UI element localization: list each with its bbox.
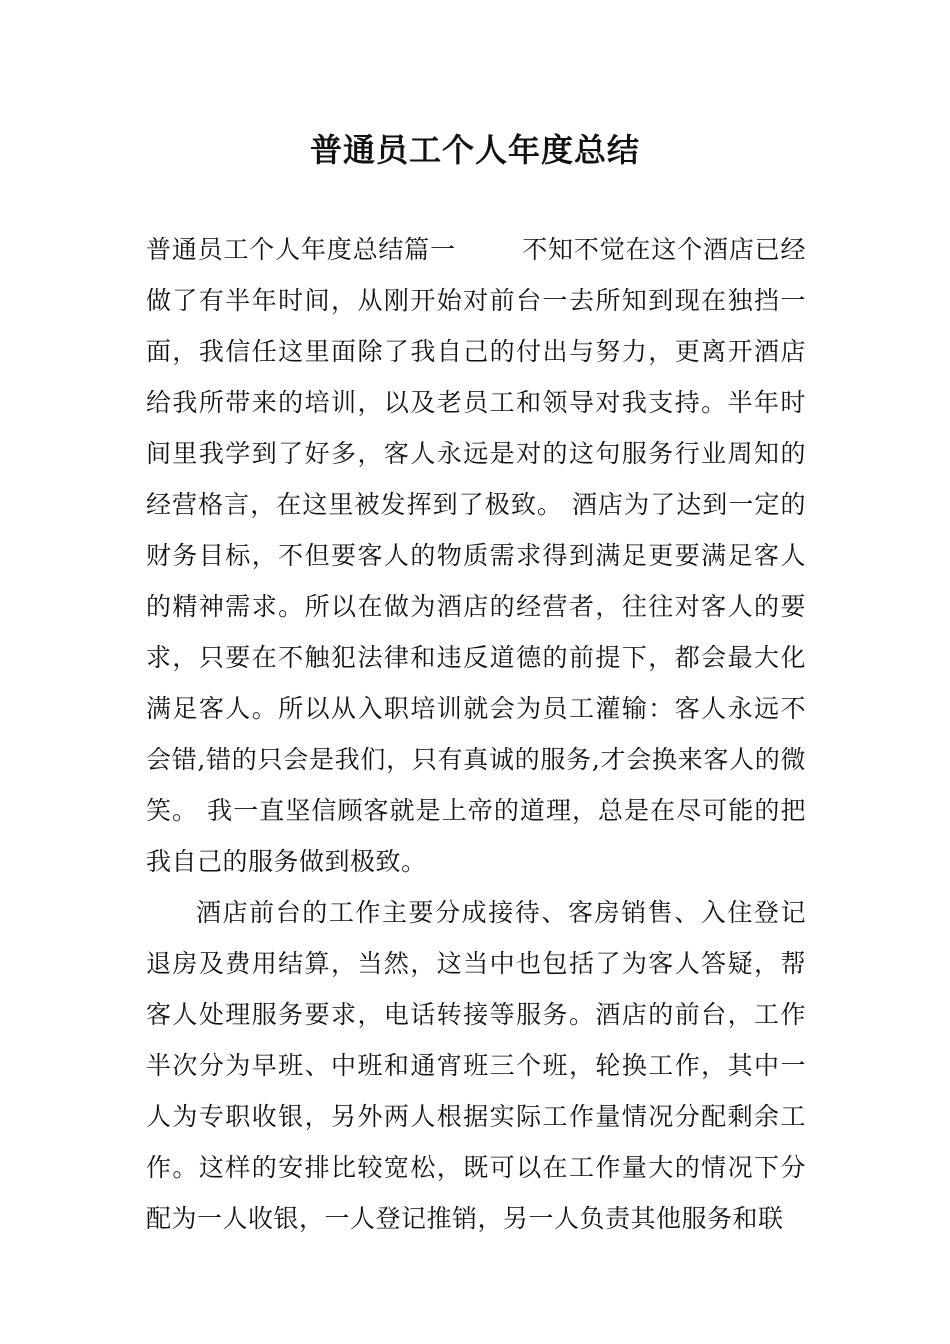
document-title: 普通员工个人年度总结 xyxy=(309,131,640,169)
paragraph-1 xyxy=(146,224,806,887)
paragraph-1-text: 不知不觉在这个酒店已经做了有半年时间，从刚开始对前台一去所知到现在独挡一面，我信任这里面除了我自己的付出与努力，更离开酒店给我所带来的培训，以及老员工和领导对我支持。半年时间里我学到了好多，客人永远是对的这句服务行业周知的经营格言，在这里被发挥到了极致。 酒店为了达到一定的财务目标，不但要客人的物质需求得到满足更要满足客人的精神需求。所以在做为酒店的经营者，往往对客人的要求，只要在不触犯法律和违反道德的前提下，都会最大化满足客人。所以从入职培训就会为员工灌输：客人永远不会错,错的只会是我们，只有真诚的服务,才会换来客人的微笑。 我一直坚信顾客就是上帝的道理，总是在尽可能的把我自己的服务做到极致。 xyxy=(146,235,806,876)
section-heading: 普通员工个人年度总结篇一 xyxy=(146,235,456,264)
paragraph-2: 酒店前台的工作主要分成接待、客房销售、入住登记退房及费用结算，当然，这当中也包括了为客人答疑，帮客人处理服务要求，电话转接等服务。酒店的前台，工作半次分为早班、中班和通宵班三个班，轮换工作，其中一人为专职收银，另外两人根据实际工作量情况分配剩余工作。这样的安排比较宽松，既可以在工作量大的情况下分配为一人收银，一人登记推销，另一人负责其他服务和联 xyxy=(146,898,806,1233)
document-body xyxy=(146,224,806,1244)
